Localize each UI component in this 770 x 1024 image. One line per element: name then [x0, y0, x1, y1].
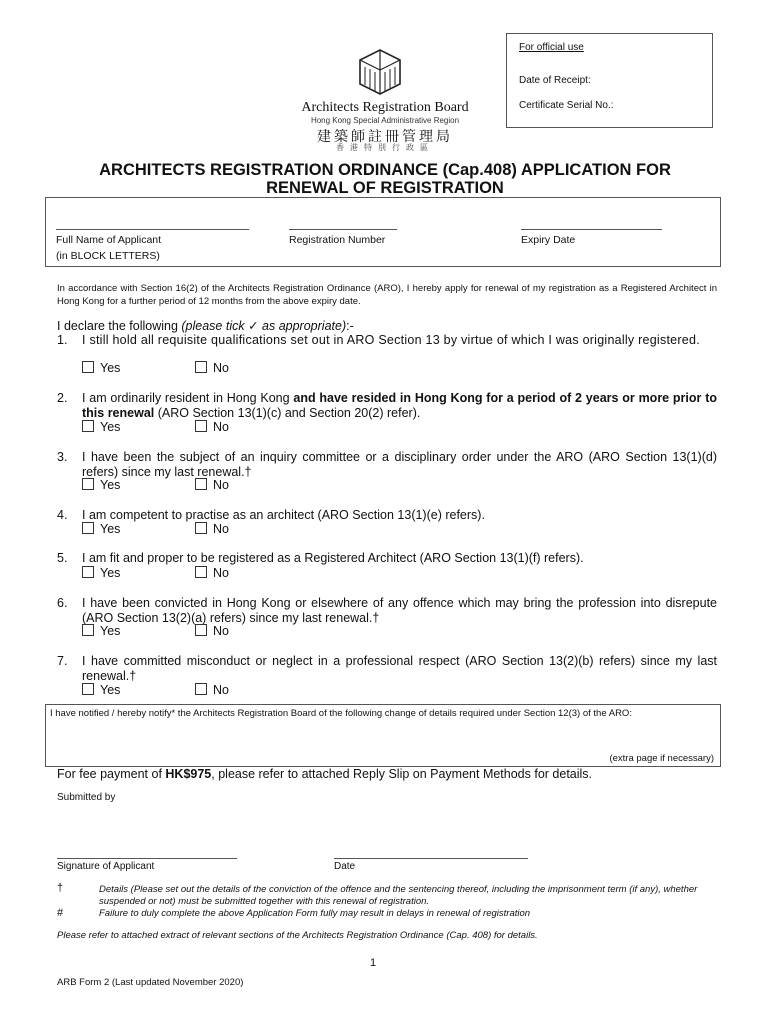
checkbox[interactable] [195, 420, 207, 432]
applicant-details-box [45, 197, 721, 267]
no-label: No [213, 566, 229, 580]
no-label: No [213, 420, 229, 434]
question-5 [57, 551, 717, 566]
extract-note: Please refer to attached extract of relevant sections of the Architects Registration Ordinance (Cap. 408) for details. [57, 930, 538, 941]
checkbox[interactable] [82, 361, 94, 373]
q5-no-option[interactable] [195, 566, 229, 580]
q6-yes-option[interactable] [82, 624, 120, 638]
title-line-2: RENEWAL OF REGISTRATION [266, 179, 504, 197]
checkbox[interactable] [82, 624, 94, 636]
q2-yes-option[interactable] [82, 420, 120, 434]
yes-label: Yes [100, 522, 121, 536]
full-name-label: Full Name of Applicant [56, 234, 162, 246]
question-6 [57, 596, 717, 625]
checkbox[interactable] [195, 566, 207, 578]
signature-field[interactable] [57, 858, 237, 859]
intro-paragraph: In accordance with Section 16(2) of the Architects Registration Ordinance (ARO), I hereby apply for renewal of my registration as a Registered Architect in Hong Kong for a further period of 12 months from the above expiry date. [57, 283, 717, 307]
checkbox[interactable] [195, 478, 207, 490]
block-letters-note: (in BLOCK LETTERS) [56, 250, 160, 262]
question-text: I have committed misconduct or neglect in a professional respect (ARO Section 13(2)(b) refers) since my last renewal.† [82, 654, 717, 683]
checkbox[interactable] [195, 361, 207, 373]
yes-label: Yes [100, 566, 121, 580]
question-number: 4. [57, 508, 68, 522]
q7-yes-option[interactable] [82, 683, 120, 697]
full-name-field[interactable] [56, 229, 249, 230]
registration-number-field[interactable] [289, 229, 397, 230]
no-label: No [213, 624, 229, 638]
q3-yes-option[interactable] [82, 478, 120, 492]
yes-label: Yes [100, 683, 121, 697]
expiry-date-label: Expiry Date [521, 234, 576, 246]
q6-no-option[interactable] [195, 624, 229, 638]
board-name-en: Architects Registration Board [301, 100, 469, 115]
fee-statement [57, 767, 592, 781]
yes-label: Yes [100, 420, 121, 434]
declaration-heading [57, 318, 354, 333]
question-number: 1. [57, 333, 68, 347]
footnote-dagger-text: Details (Please set out the details of the conviction of the offence and the sentencing thereof, including the imprisonment term (if any), whether suspended or not) must be submitted together with this renewal of registration. [99, 884, 698, 907]
form-number: ARB Form 2 (Last updated November 2020) [57, 977, 244, 988]
date-field[interactable] [334, 858, 528, 859]
arb-building-logo-icon [355, 47, 405, 97]
question-text-bold: and have resided in Hong Kong for a period of 2 years or more prior to this renewal [82, 391, 717, 420]
declare-suffix: :- [346, 319, 354, 333]
checkbox[interactable] [82, 683, 94, 695]
q4-no-option[interactable] [195, 522, 229, 536]
question-text: I have been convicted in Hong Kong or elsewhere of any offence which may bring the profession into disrepute (ARO Section 13(2)(a) refers) since my last renewal.† [82, 596, 717, 625]
footnote-dagger: † [57, 882, 64, 894]
q3-no-option[interactable] [195, 478, 229, 492]
question-text [82, 391, 717, 420]
declare-prefix: I declare the following [57, 319, 182, 333]
page-title [40, 161, 730, 197]
question-text-part: I am ordinarily resident in Hong Kong [82, 391, 294, 405]
notify-text: I have notified / hereby notify* the Architects Registration Board of the following change of details required under Section 12(3) of the ARO: [50, 708, 632, 719]
question-4 [57, 508, 717, 523]
question-number: 2. [57, 391, 68, 405]
yes-label: Yes [100, 624, 121, 638]
signature-label: Signature of Applicant [57, 861, 155, 872]
footnote-hash: # [57, 907, 64, 919]
no-label: No [213, 522, 229, 536]
question-3 [57, 450, 717, 479]
q2-no-option[interactable] [195, 420, 229, 434]
certificate-serial-label: Certificate Serial No.: [519, 100, 614, 111]
no-label: No [213, 683, 229, 697]
registration-number-label: Registration Number [289, 234, 386, 246]
checkbox[interactable] [82, 478, 94, 490]
yes-label: Yes [100, 478, 121, 492]
question-7 [57, 654, 717, 683]
expiry-date-field[interactable] [521, 229, 662, 230]
no-label: No [213, 478, 229, 492]
official-use-box [506, 33, 713, 128]
checkbox[interactable] [195, 522, 207, 534]
extra-page-note: (extra page if necessary) [609, 753, 714, 764]
no-label: No [213, 361, 229, 375]
question-text-part: (ARO Section 13(1)(c) and Section 20(2) refer). [154, 405, 421, 420]
official-use-heading: For official use [519, 42, 584, 53]
board-subtitle-zh: 香港特別行政區 [336, 143, 434, 152]
checkbox[interactable] [82, 420, 94, 432]
yes-label: Yes [100, 361, 121, 375]
page-number: 1 [370, 957, 377, 969]
question-1 [57, 333, 717, 348]
title-line-1: ARCHITECTS REGISTRATION ORDINANCE (Cap.408) APPLICATION FOR [99, 161, 671, 179]
board-name-zh: 建築師註冊管理局 [317, 129, 453, 145]
footnote-hash-text: Failure to duly complete the above Application Form fully may result in delays in renewal of registration [99, 908, 531, 919]
change-of-details-box[interactable] [45, 704, 721, 767]
fee-amount: HK$975 [165, 767, 212, 781]
date-of-receipt-label: Date of Receipt: [519, 75, 591, 86]
declare-note: (please tick ✓ as appropriate) [181, 319, 347, 333]
question-number: 3. [57, 450, 68, 464]
question-number: 6. [57, 596, 68, 610]
fee-suffix: , please refer to attached Reply Slip on Payment Methods for details. [211, 767, 593, 781]
q7-no-option[interactable] [195, 683, 229, 697]
submitted-by-label: Submitted by [57, 792, 116, 803]
question-text: I still hold all requisite qualifications set out in ARO Section 13 by virtue of which I was originally registered. [82, 333, 700, 347]
q1-no-option[interactable] [195, 361, 229, 375]
checkbox[interactable] [195, 683, 207, 695]
board-subtitle: Hong Kong Special Administrative Region [310, 116, 460, 125]
checkbox[interactable] [195, 624, 207, 636]
question-text: I have been the subject of an inquiry committee or a disciplinary order under the ARO (ARO Section 13(1)(d) refers) since my last renewal.† [82, 450, 717, 479]
question-number: 7. [57, 654, 68, 668]
question-number: 5. [57, 551, 68, 565]
question-text: I am competent to practise as an architect (ARO Section 13(1)(e) refers). [82, 508, 485, 522]
q4-yes-option[interactable] [82, 522, 120, 536]
q1-yes-option[interactable] [82, 361, 120, 375]
question-text: I am fit and proper to be registered as a Registered Architect (ARO Section 13(1)(f) refers). [82, 551, 584, 565]
question-2 [57, 391, 717, 420]
checkbox[interactable] [82, 566, 94, 578]
q5-yes-option[interactable] [82, 566, 120, 580]
date-label: Date [334, 861, 356, 872]
fee-prefix: For fee payment of [57, 767, 166, 781]
checkbox[interactable] [82, 522, 94, 534]
